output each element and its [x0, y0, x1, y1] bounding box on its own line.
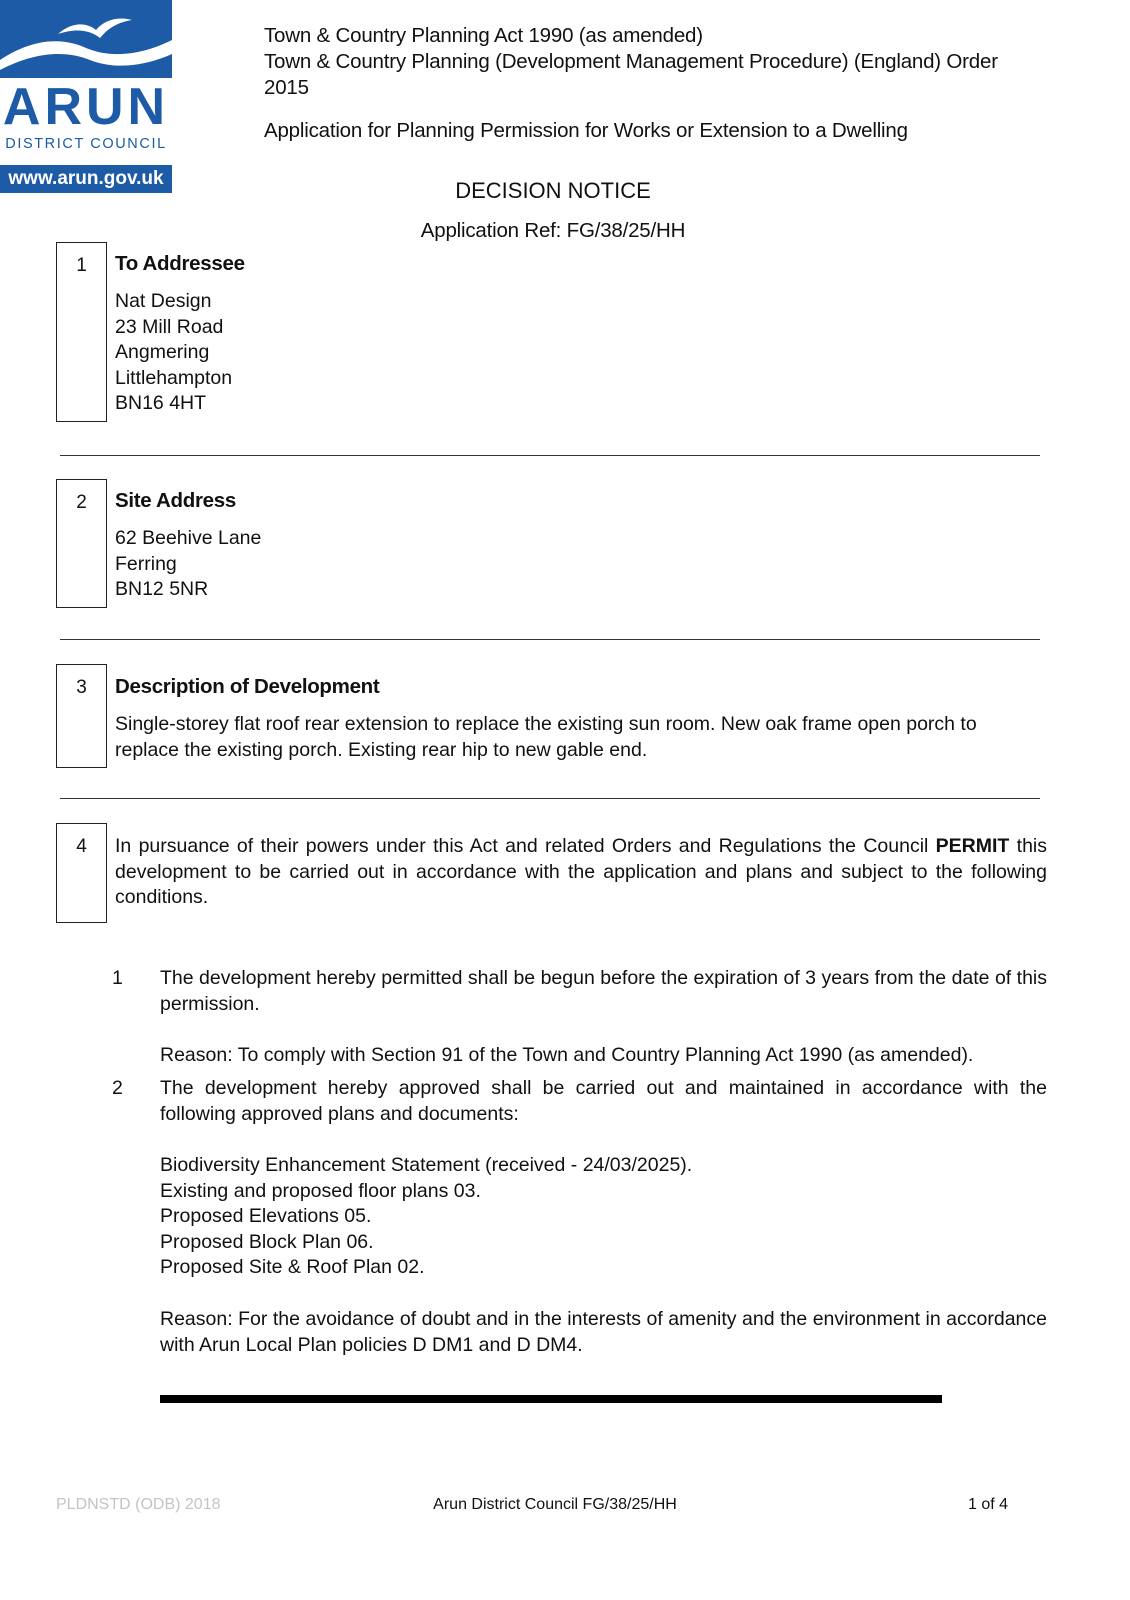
notice-title: DECISION NOTICE — [455, 178, 651, 203]
act-line-1: Town & Country Planning Act 1990 (as amended) — [264, 24, 703, 47]
section-1-title: To Addressee — [115, 252, 245, 275]
end-of-conditions-rule — [160, 1395, 942, 1403]
section-4-number: 4 — [56, 823, 107, 923]
approved-document: Existing and proposed floor plans 03. — [160, 1179, 481, 1202]
logo-subtitle: DISTRICT COUNCIL — [5, 136, 167, 152]
condition-2-number: 2 — [112, 1077, 123, 1099]
footer-form-code: PLDNSTD (ODB) 2018 — [56, 1496, 221, 1513]
condition-2-text: The development hereby approved shall be carried out and maintained in accordance with the following approved plans and documents: — [160, 1077, 1047, 1125]
arun-logo — [0, 0, 172, 189]
condition-1-reason: Reason: To comply with Section 91 of the Town and Country Planning Act 1990 (as amended). — [160, 1044, 974, 1066]
address-line: Littlehampton — [115, 366, 233, 389]
approved-documents-list — [160, 1153, 1047, 1281]
section-3-number: 3 — [56, 664, 107, 768]
act-header — [264, 23, 1064, 101]
divider — [60, 455, 1040, 456]
act-line-3: 2015 — [264, 76, 309, 99]
approved-document: Biodiversity Enhancement Statement (received - 24/03/2025). — [160, 1154, 693, 1176]
decision-verdict: PERMIT — [935, 835, 1010, 857]
address-line: Ferring — [115, 552, 177, 575]
condition-1-number: 1 — [112, 967, 123, 989]
address-line: BN12 5NR — [115, 578, 209, 601]
act-line-2: Town & Country Planning (Development Management Procedure) (England) Order — [264, 50, 998, 73]
application-title: Application for Planning Permission for Works or Extension to a Dwelling — [264, 119, 908, 142]
divider — [60, 798, 1040, 799]
condition-2-reason: Reason: For the avoidance of doubt and in the interests of amenity and the environment in accordance with Arun Local Plan policies D DM1 and D DM4. — [160, 1308, 1047, 1356]
section-3-title: Description of Development — [115, 675, 380, 698]
addressee-address — [115, 289, 232, 417]
address-line: 23 Mill Road — [115, 315, 224, 338]
address-line: 62 Beehive Lane — [115, 527, 262, 549]
address-line: Angmering — [115, 341, 210, 364]
divider — [60, 639, 1040, 640]
wave-gull-logo-graphic — [0, 0, 172, 78]
footer-reference: Arun District Council FG/38/25/HH — [433, 1496, 677, 1513]
section-1-number: 1 — [56, 242, 107, 422]
application-ref: Application Ref: FG/38/25/HH — [420, 219, 686, 242]
section-2-number: 2 — [56, 479, 107, 608]
decision-text-after: this development to be carried out in accordance with the application and plans and subject to the following conditions. — [115, 835, 1047, 909]
section-2-title: Site Address — [115, 489, 236, 512]
approved-document: Proposed Block Plan 06. — [160, 1230, 374, 1253]
footer-page-number: 1 of 4 — [968, 1496, 1009, 1513]
decision-text-before: In pursuance of their powers under this Act and related Orders and Regulations the Council — [115, 835, 936, 857]
condition-1-text: The development hereby permitted shall be begun before the expiration of 3 years from the date of this permission. — [160, 967, 1047, 1015]
address-line: Nat Design — [115, 290, 212, 312]
development-description: Single-storey flat roof rear extension to replace the existing sun room. New oak frame open porch to replace the existing porch. Existing rear hip to new gable end. — [115, 713, 977, 761]
approved-document: Proposed Elevations 05. — [160, 1205, 372, 1228]
address-line: BN16 4HT — [115, 392, 207, 415]
logo-wordmark: ARUN — [2, 78, 170, 136]
logo-url[interactable]: www.arun.gov.uk — [0, 165, 172, 193]
decision-statement — [115, 834, 1047, 911]
site-address — [115, 526, 261, 603]
approved-document: Proposed Site & Roof Plan 02. — [160, 1256, 425, 1279]
